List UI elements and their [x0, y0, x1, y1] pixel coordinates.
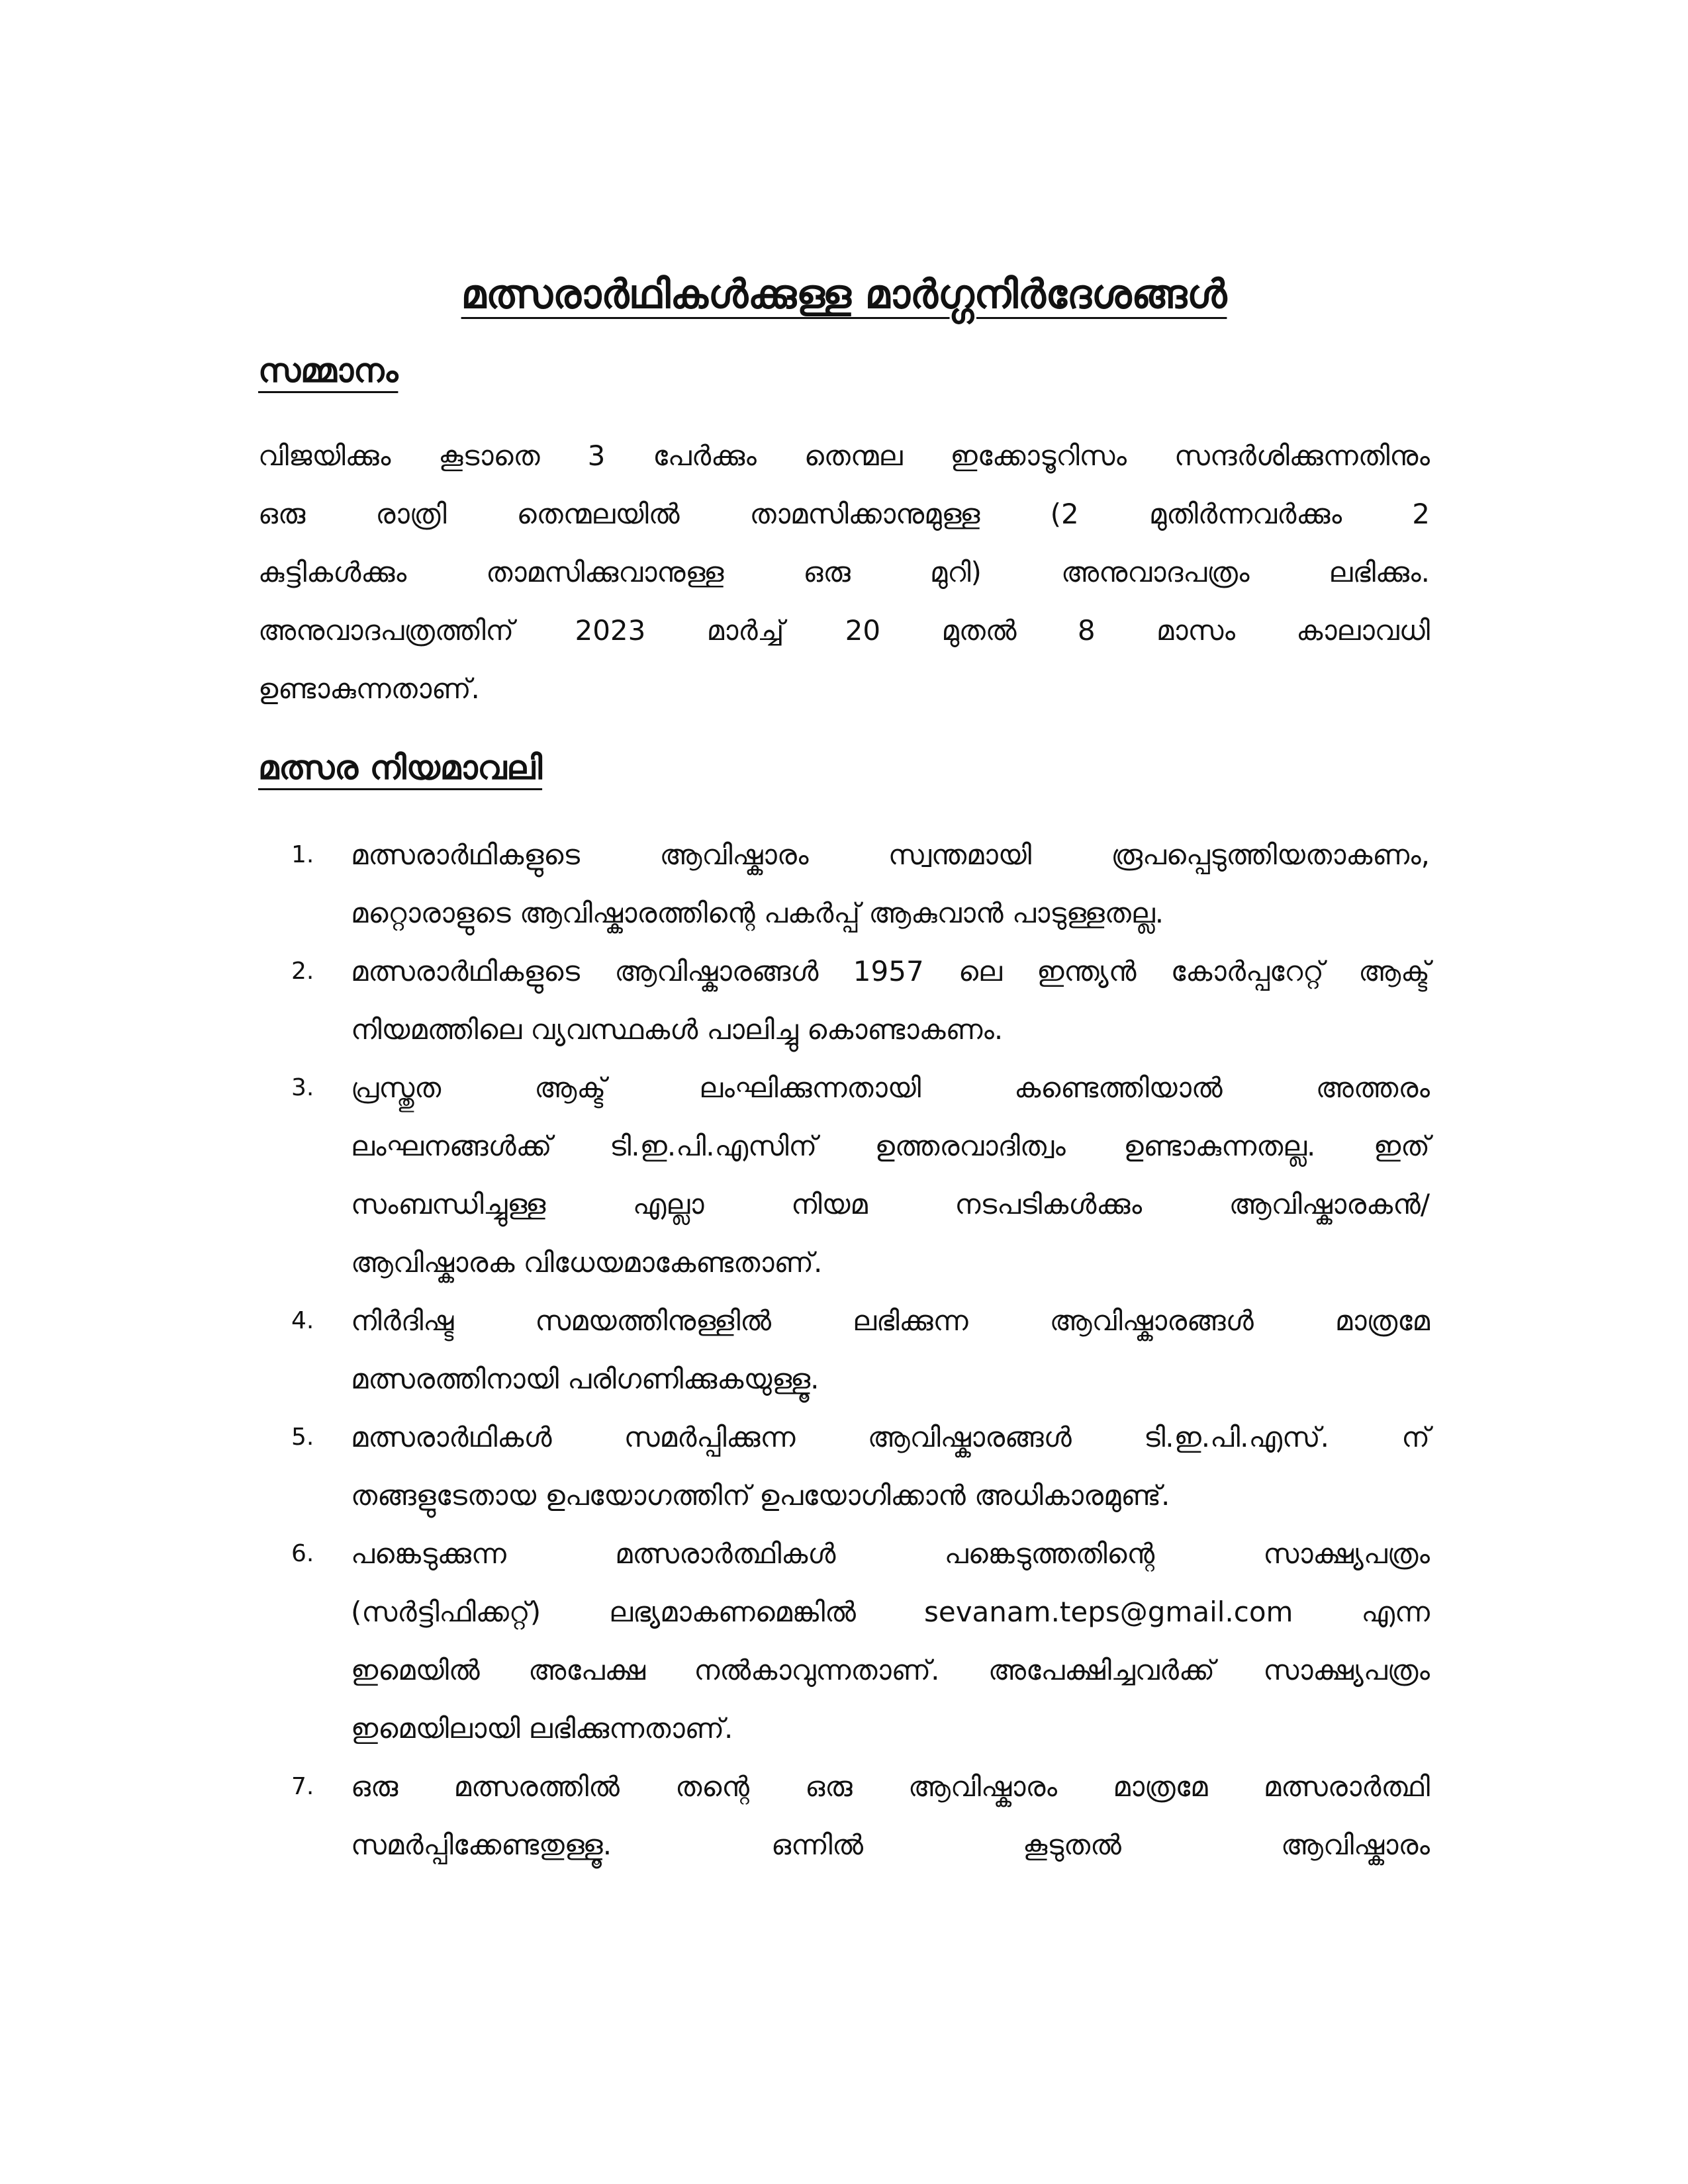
prize-line: അനുവാദപത്രത്തിന് 2023 മാർച്ച് 20 മുതൽ 8 മാസം കാലാവധി	[258, 614, 1430, 647]
rule-item	[291, 1408, 1430, 1525]
document-title	[0, 265, 1688, 324]
rule-line: സംബന്ധിച്ചുള്ള എല്ലാ നിയമ നടപടികൾക്കും ആവിഷ്കാരകൻ/	[351, 1188, 1430, 1220]
rules-heading: മത്സര നിയമാവലി	[258, 749, 543, 787]
prize-line: കുട്ടികൾക്കും താമസിക്കുവാനുള്ള ഒരു മുറി) അനുവാദപത്രം ലഭിക്കും.	[258, 556, 1430, 588]
rule-item	[291, 1292, 1430, 1408]
prize-line: ഒരു രാത്രി തെന്മലയിൽ താമസിക്കാനുമുള്ള (2 മുതിർന്നവർക്കും 2	[258, 498, 1430, 530]
rule-number: 7.	[291, 1773, 314, 1800]
rule-line: മറ്റൊരാളുടെ ആവിഷ്കാരത്തിന്റെ പകർപ്പ് ആകുവാൻ പാടുള്ളതല്ല.	[351, 897, 1164, 929]
rule-line: ഒരു മത്സരത്തിൽ തന്റെ ഒരു ആവിഷ്കാരം മാത്രമേ മത്സരാർത്ഥി	[351, 1770, 1430, 1803]
rule-number: 3.	[291, 1074, 314, 1101]
rule-item	[291, 1525, 1430, 1758]
rule-line: ലംഘനങ്ങൾക്ക് ടി.ഇ.പി.എസിന് ഉത്തരവാദിത്വം ഉണ്ടാകുന്നതല്ല. ഇത്	[351, 1130, 1430, 1162]
rule-number: 6.	[291, 1540, 314, 1567]
rule-line: ഇമെയിൽ അപേക്ഷ നൽകാവുന്നതാണ്. അപേക്ഷിച്ചവർക്ക് സാക്ഷ്യപത്രം	[351, 1654, 1430, 1686]
prize-heading: സമ്മാനം	[258, 351, 399, 390]
rule-item	[291, 942, 1430, 1059]
document-title-text: മത്സരാർഥികൾക്കുള്ള മാർഗ്ഗനിർദേശങ്ങൾ	[461, 271, 1227, 318]
rule-line: തങ്ങളുടേതായ ഉപയോഗത്തിന് ഉപയോഗിക്കാൻ അധികാരമുണ്ട്.	[351, 1479, 1170, 1512]
rule-line: മത്സരാർഥികൾ സമർപ്പിക്കുന്ന ആവിഷ്കാരങ്ങൾ ടി.ഇ.പി.എസ്. ന്	[351, 1421, 1430, 1453]
rule-line: ആവിഷ്കാരക വിധേയമാകേണ്ടതാണ്.	[351, 1246, 823, 1279]
rule-number: 1.	[291, 841, 314, 868]
rule-line: മത്സരാർഥികളുടെ ആവിഷ്കാരങ്ങൾ 1957 ലെ ഇന്ത്യൻ കോർപ്പറേറ്റ് ആക്ട്	[351, 955, 1430, 987]
prize-paragraph	[258, 427, 1430, 718]
rule-item	[291, 1758, 1430, 1874]
rule-number: 4.	[291, 1307, 314, 1334]
rule-number: 5.	[291, 1424, 314, 1451]
prize-line: ഉണ്ടാകുന്നതാണ്.	[258, 672, 480, 705]
rule-line: ഇമെയിലായി ലഭിക്കുന്നതാണ്.	[351, 1712, 733, 1745]
rule-line: (സർട്ടിഫിക്കറ്റ്) ലഭ്യമാകണമെങ്കിൽ sevanam.teps@gmail.com എന്ന	[351, 1596, 1430, 1628]
rule-line: പങ്കെടുക്കുന്ന മത്സരാർത്ഥികൾ പങ്കെടുത്തതിന്റെ സാക്ഷ്യപത്രം	[351, 1537, 1430, 1570]
rule-line: മത്സരാർഥികളുടെ ആവിഷ്കാരം സ്വന്തമായി രൂപപ്പെടുത്തിയതാകണം,	[351, 839, 1430, 871]
rules-list	[291, 826, 1430, 1874]
rule-line: നിർദിഷ്ട സമയത്തിനുള്ളിൽ ലഭിക്കുന്ന ആവിഷ്കാരങ്ങൾ മാത്രമേ	[351, 1304, 1430, 1337]
prize-line: വിജയിക്കും കൂടാതെ 3 പേർക്കും തെന്മല ഇക്കോടൂറിസം സന്ദർശിക്കുന്നതിനും	[258, 439, 1430, 472]
rule-item	[291, 1059, 1430, 1292]
rule-line: പ്രസ്തുത ആക്ട് ലംഘിക്കുന്നതായി കണ്ടെത്തിയാൽ അത്തരം	[351, 1071, 1430, 1104]
rule-item	[291, 826, 1430, 942]
rule-line: മത്സരത്തിനായി പരിഗണിക്കുകയുള്ളൂ.	[351, 1363, 820, 1395]
rule-line: സമർപ്പിക്കേണ്ടതുള്ളൂ. ഒന്നിൽ കൂടുതൽ ആവിഷ്കാരം	[351, 1829, 1430, 1861]
rule-number: 2.	[291, 958, 314, 985]
rule-line: നിയമത്തിലെ വ്യവസ്ഥകൾ പാലിച്ചു കൊണ്ടാകണം.	[351, 1013, 1004, 1046]
